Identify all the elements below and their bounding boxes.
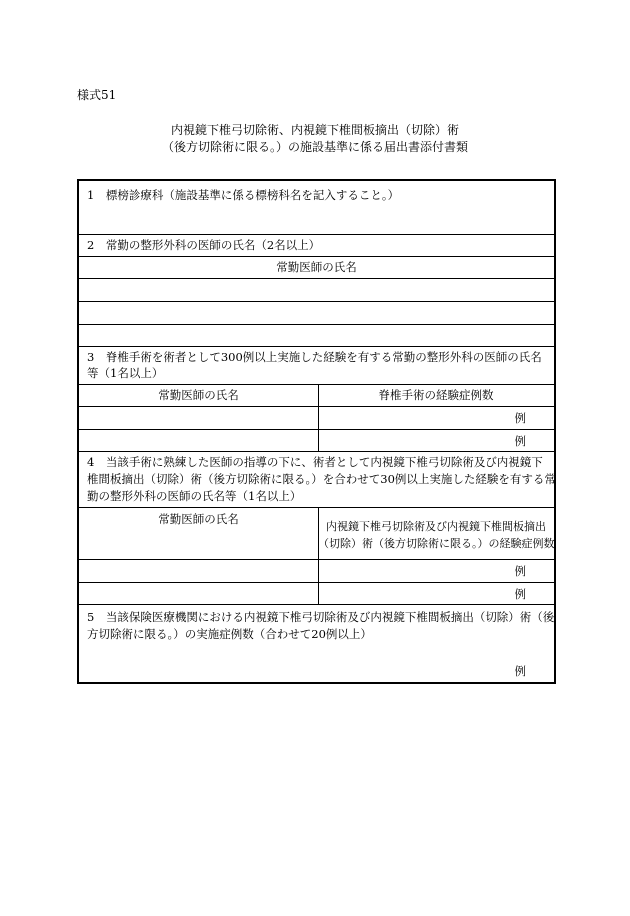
section2-name-row-2[interactable] [79, 302, 554, 323]
section5-label-line1: 5 当該保険医療機関における内視鏡下椎弓切除術及び内視鏡下椎間板摘出（切除）術（後 [87, 610, 555, 624]
section1-input-area[interactable] [79, 205, 554, 234]
section3-label-line1: 3 脊椎手術を術者として300例以上実施した経験を有する常勤の整形外科の医師の氏名 [87, 350, 542, 364]
form-table [77, 179, 556, 684]
section4-col1-header: 常勤医師の氏名 [158, 512, 239, 526]
section3-col2-header: 脊椎手術の経験症例数 [378, 388, 494, 402]
divider [79, 451, 554, 452]
divider [79, 384, 554, 385]
divider [79, 604, 554, 605]
section4-label-line1: 4 当該手術に熟練した医師の指導の下に、術者として内視鏡下椎弓切除術及び内視鏡下 [87, 455, 543, 469]
section3-col1-header: 常勤医師の氏名 [158, 388, 239, 402]
divider [79, 507, 554, 508]
section1-label: 1 標榜診療科（施設基準に係る標榜科名を記入すること。） [87, 188, 400, 202]
section4-row-1[interactable] [79, 560, 554, 581]
section4-col2-header-line2: （切除）術（後方切除術に限る。）の経験症例数 [318, 537, 555, 550]
divider [79, 256, 554, 257]
section4-unit-2: 例 [514, 587, 526, 601]
section3-unit-1: 例 [514, 411, 526, 425]
section2-name-row-3[interactable] [79, 325, 554, 345]
section3-row-2[interactable] [79, 430, 554, 450]
section4-unit-1: 例 [514, 564, 526, 578]
column-divider [318, 384, 319, 451]
section5-label-line2: 方切除術に限る。）の実施症例数（合わせて20例以上） [87, 627, 372, 641]
column-divider [318, 507, 319, 604]
section5-input-area[interactable] [79, 645, 554, 682]
section3-unit-2: 例 [514, 434, 526, 448]
section3-label-line2: 等（1名以上） [87, 366, 164, 380]
section5-unit: 例 [514, 664, 526, 678]
document-title-line2: （後方切除術に限る。）の施設基準に係る届出書添付書類 [161, 140, 468, 154]
section2-label: 2 常勤の整形外科の医師の氏名（2名以上） [87, 238, 321, 252]
divider [79, 234, 554, 235]
section4-label-line3: 勤の整形外科の医師の氏名等（1名以上） [87, 489, 302, 503]
section4-row-2[interactable] [79, 583, 554, 603]
divider [79, 346, 554, 347]
document-title-line1: 内視鏡下椎弓切除術、内視鏡下椎間板摘出（切除）術 [170, 123, 459, 137]
section2-column-header: 常勤医師の氏名 [276, 260, 357, 274]
section3-row-1[interactable] [79, 407, 554, 428]
section2-name-row-1[interactable] [79, 279, 554, 300]
section4-label-line2: 椎間板摘出（切除）術（後方切除術に限る。）を合わせて30例以上実施した経験を有する常 [87, 472, 556, 486]
section4-col2-header-line1: 内視鏡下椎弓切除術及び内視鏡下椎間板摘出 [326, 520, 546, 533]
form-number: 様式51 [77, 88, 117, 102]
